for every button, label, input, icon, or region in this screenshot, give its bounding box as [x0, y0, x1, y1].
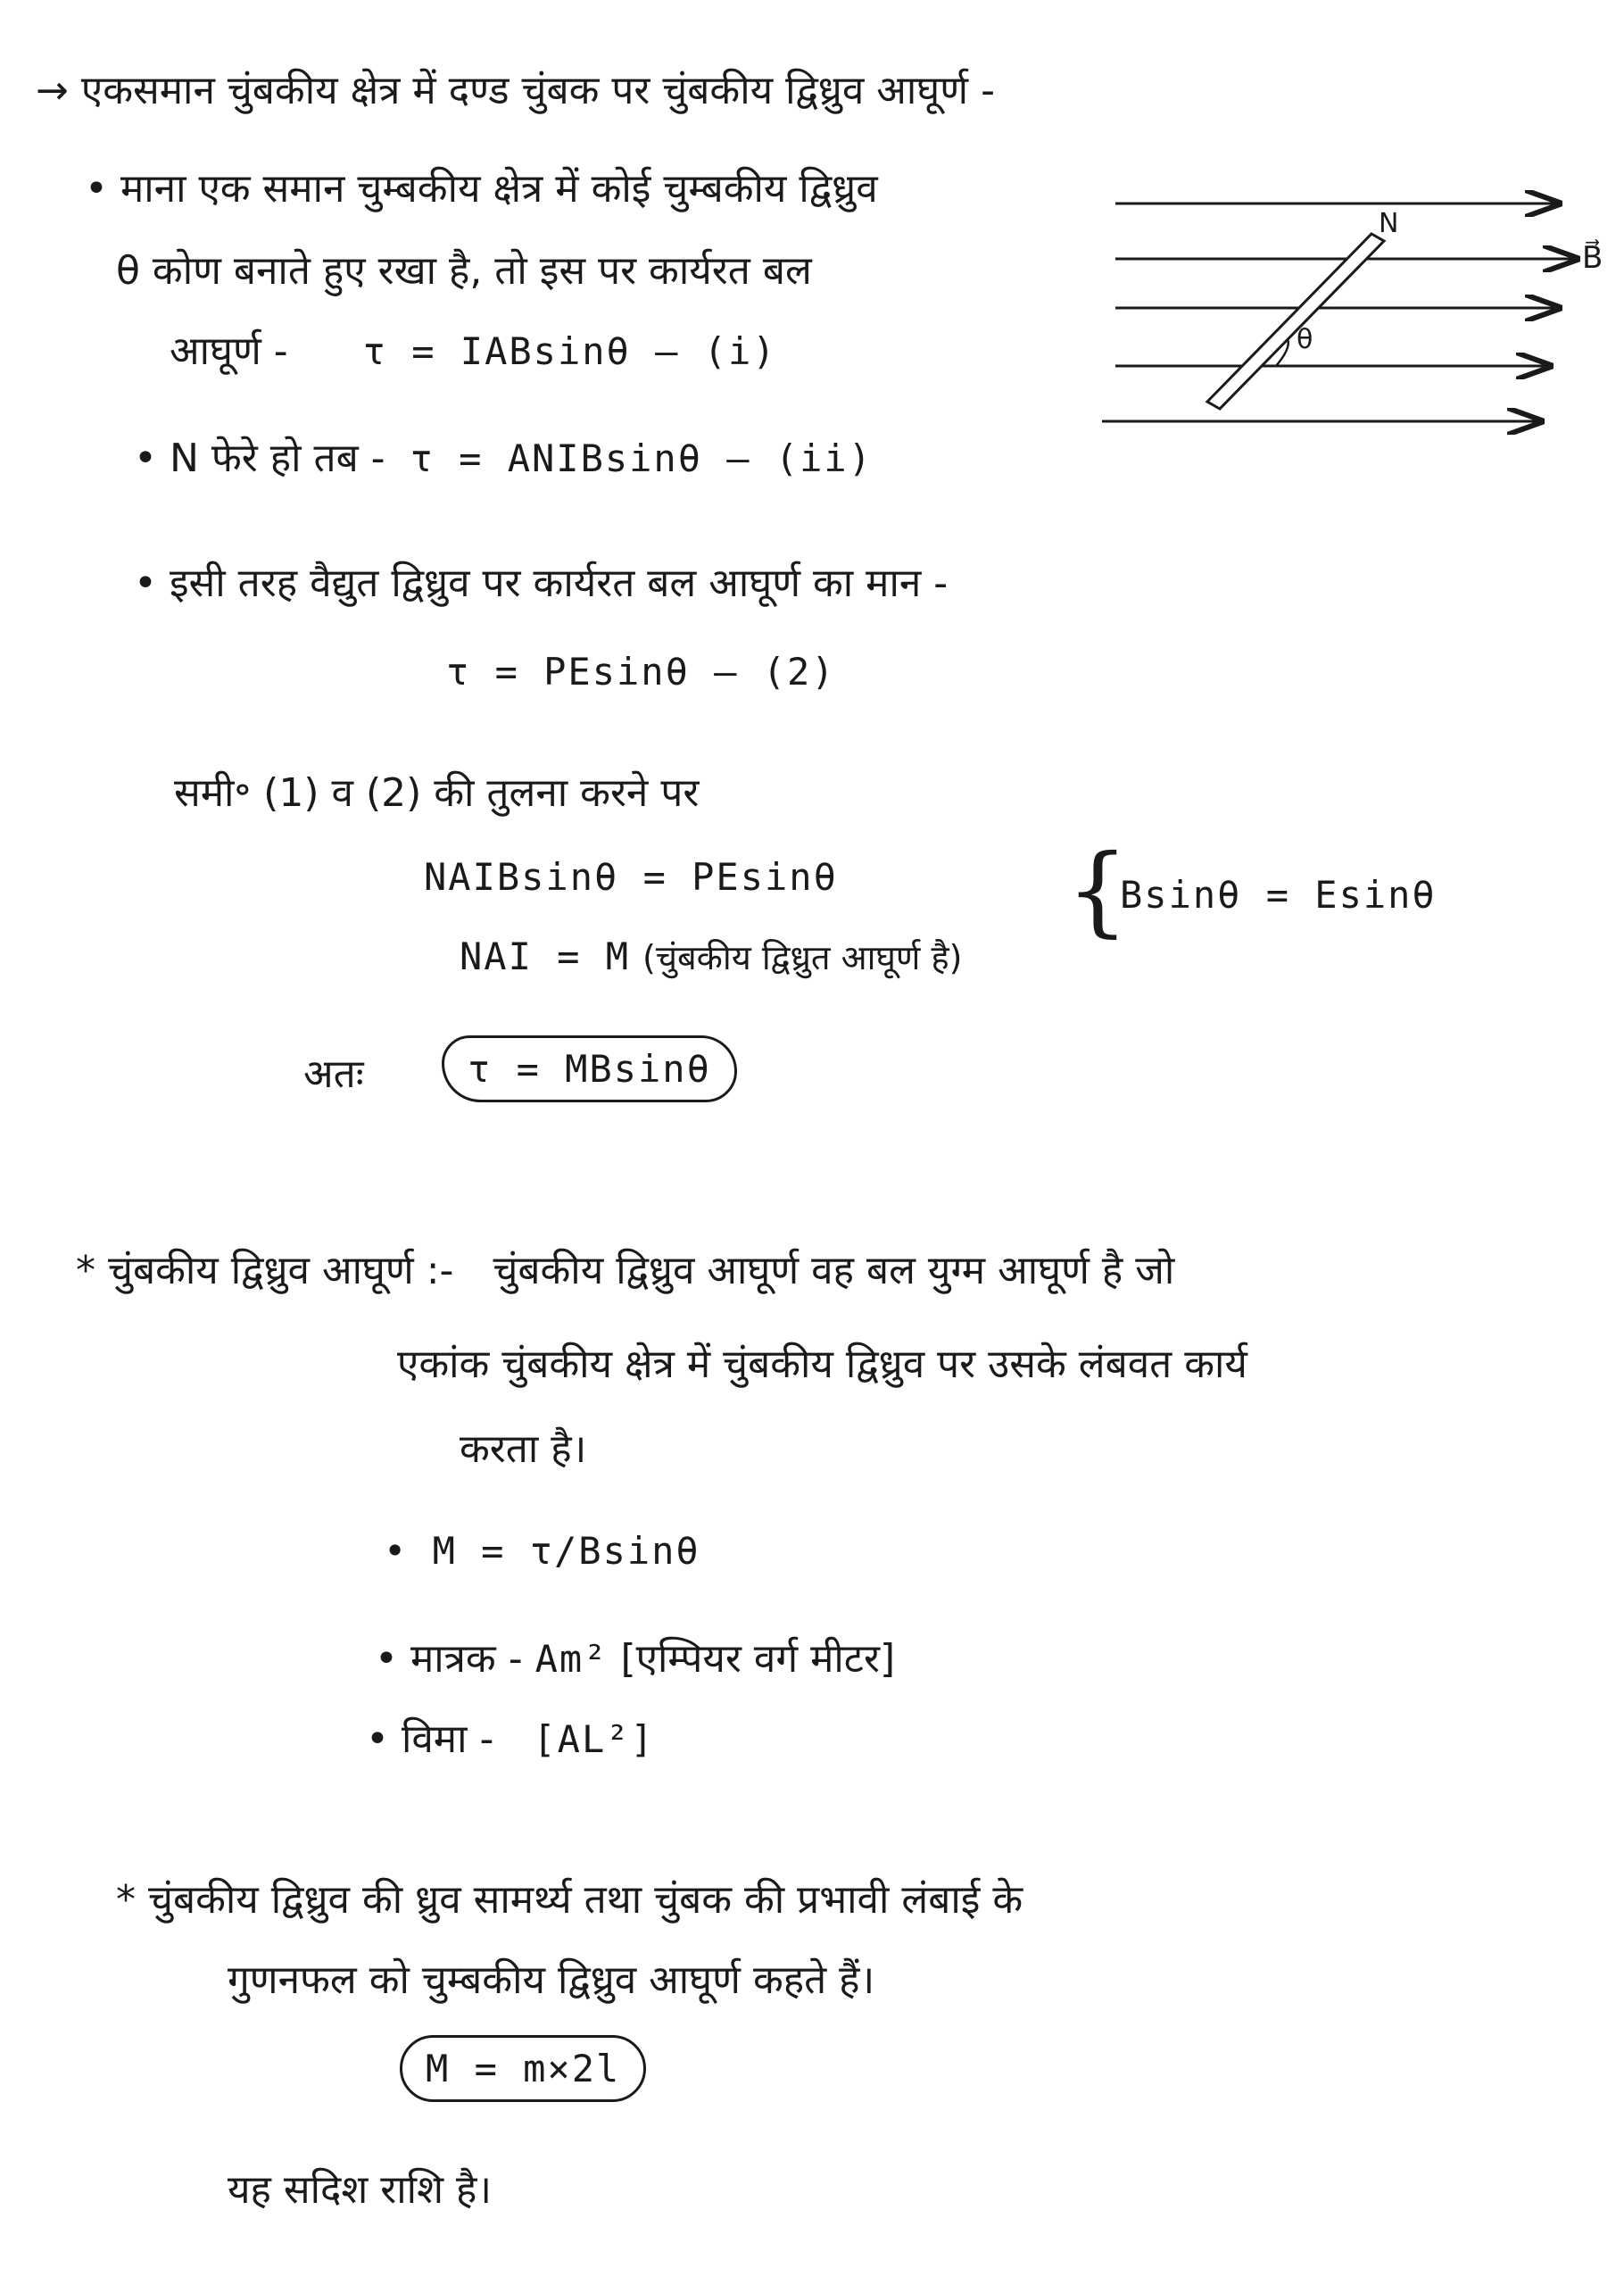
- intro-line-2: θ कोण बनाते हुए रखा है, तो इस पर कार्यरत बल: [116, 248, 812, 294]
- result-label: अतः: [303, 1051, 364, 1097]
- field-lines: [1102, 204, 1575, 421]
- electric-dipole-line: • इसी तरह वैद्युत द्विध्रुव पर कार्यरत बल आघूर्ण का मान -: [134, 561, 949, 606]
- side-brace: {: [1066, 833, 1129, 947]
- n-turns-line: [134, 437, 873, 480]
- intro-line-1: • माना एक समान चुम्बकीय क्षेत्र में कोई चुम्बकीय द्विध्रुव: [85, 166, 878, 212]
- torque-formula-i: τ = IABsinθ — (i): [362, 329, 777, 373]
- pole-strength-formula-box: M = m×2l: [400, 2035, 646, 2102]
- star-icon: *: [76, 1248, 95, 1293]
- intro-line-3: [170, 330, 777, 373]
- unit-value: Am²: [534, 1637, 609, 1681]
- theta-label: θ: [1297, 324, 1313, 355]
- definition-text-1: चुंबकीय द्विध्रुव आघूर्ण वह बल युग्म आघूर्ण है जो: [493, 1248, 1175, 1293]
- arrow-icon: →: [36, 68, 69, 113]
- nai-note: (चुंबकीय द्विध्रुत आघूर्ण है): [642, 938, 963, 977]
- torque-label: आघूर्ण -: [170, 328, 288, 374]
- definition-title: चुंबकीय द्विध्रुव आघूर्ण :-: [108, 1248, 454, 1293]
- north-pole-label: N: [1379, 208, 1399, 239]
- electric-torque-formula: τ = PEsinθ — (2): [446, 650, 836, 694]
- magnet-field-diagram: [1093, 179, 1611, 446]
- definition-heading: [76, 1250, 1174, 1292]
- dimension-value: [AL²]: [533, 1717, 655, 1761]
- pole-strength-text-1: चुंबकीय द्विध्रुव की ध्रुव सामर्थ्य तथा चुंबक की प्रभावी लंबाई के: [148, 1877, 1023, 1923]
- unit-line: [375, 1638, 895, 1681]
- compare-text: समी॰ (1) व (2) की तुलना करने पर: [174, 770, 700, 816]
- section-heading: [36, 70, 995, 112]
- torque-formula-ii: τ = ANIBsinθ — (ii): [410, 436, 873, 480]
- definition-text-2: एकांक चुंबकीय क्षेत्र में चुंबकीय द्विध्रुव पर उसके लंबवत कार्य: [397, 1342, 1247, 1387]
- dimension-line: [366, 1718, 655, 1761]
- vector-quantity-note: यह सदिश राशि है।: [228, 2167, 493, 2213]
- star-icon: *: [116, 1877, 136, 1923]
- pole-strength-text-2: गुणनफल को चुम्बकीय द्विध्रुव आघूर्ण कहते हैं।: [228, 1957, 875, 2003]
- heading-text: एकसमान चुंबकीय क्षेत्र में दण्ड चुंबक पर चुंबकीय द्विध्रुव आघूर्ण -: [80, 68, 995, 113]
- nai-formula: NAI = M: [460, 935, 631, 978]
- definition-text-3: करता है।: [460, 1426, 587, 1472]
- pole-strength-line-1: [116, 1879, 1023, 1922]
- compare-eq2: [460, 935, 962, 978]
- unit-note: [एम्पियर वर्ग मीटर]: [620, 1636, 896, 1682]
- dimension-label: • विमा -: [366, 1716, 494, 1762]
- n-turns-label: • N फेरे हो तब -: [134, 436, 385, 481]
- m-formula: • M = τ/Bsinθ: [384, 1529, 700, 1573]
- result-formula-box: τ = MBsinθ: [442, 1035, 737, 1102]
- field-b-label: B⃗: [1582, 240, 1603, 276]
- side-note: Bsinθ = Esinθ: [1120, 873, 1437, 917]
- unit-label: • मात्रक -: [375, 1636, 523, 1682]
- compare-eq1: NAIBsinθ = PEsinθ: [424, 855, 838, 899]
